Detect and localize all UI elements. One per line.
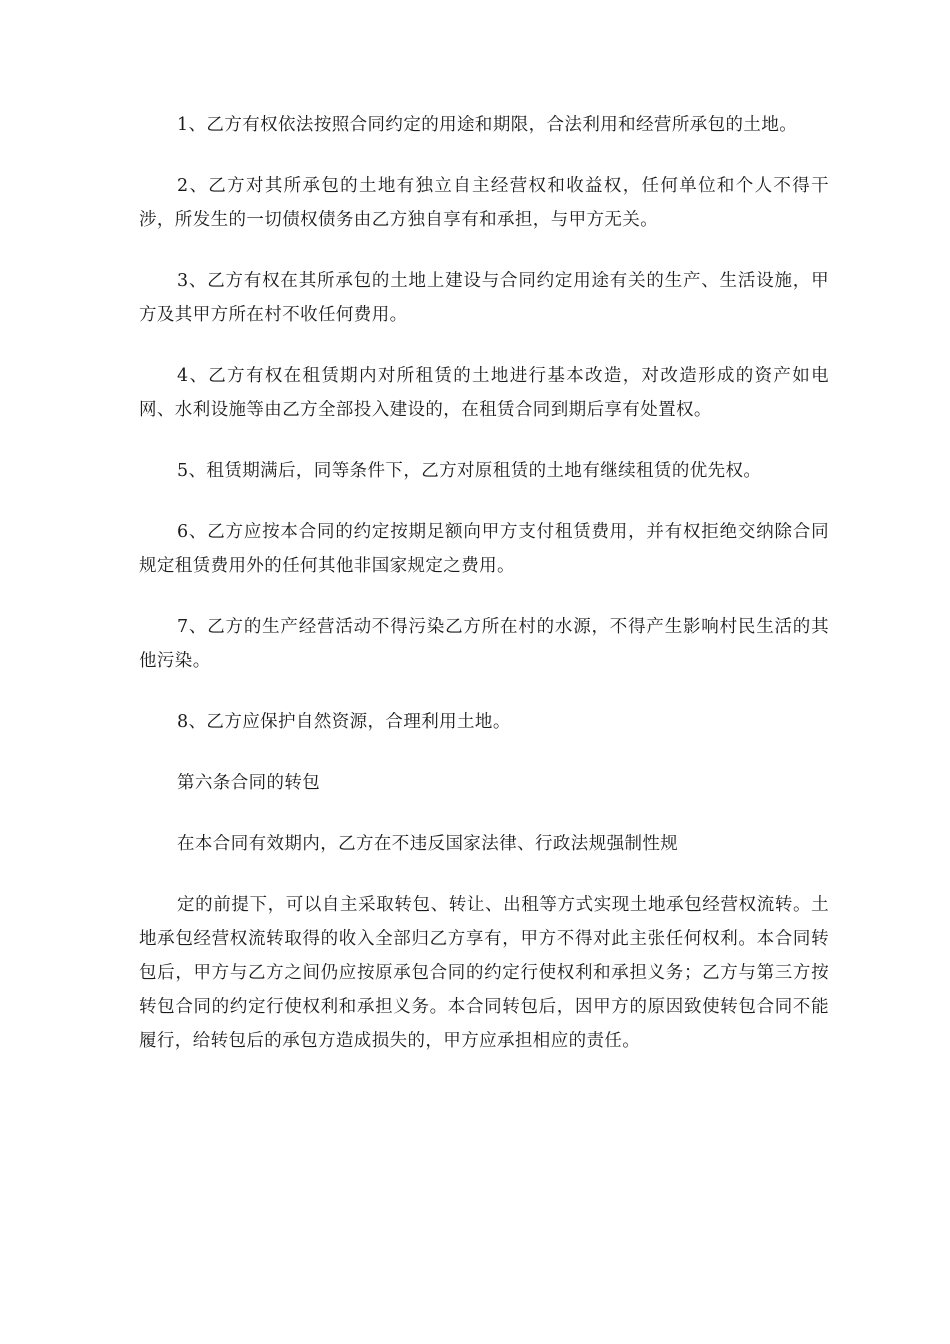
clause-4: 4、乙方有权在租赁期内对所租赁的土地进行基本改造，对改造形成的资产如电网、水利设施等由乙方全部投入建设的，在租赁合同到期后享有处置权。 <box>139 366 829 420</box>
clause-2: 2、乙方对其所承包的土地有独立自主经营权和收益权，任何单位和个人不得干涉，所发生的一切债权债务由乙方独自享有和承担，与甲方无关。 <box>139 176 829 230</box>
clause-5: 5、租赁期满后，同等条件下，乙方对原租赁的土地有继续租赁的优先权。 <box>177 461 762 481</box>
clause-6: 6、乙方应按本合同的约定按期足额向甲方支付租赁费用，并有权拒绝交纳除合同规定租赁费用外的任何其他非国家规定之费用。 <box>139 522 829 576</box>
document-body <box>139 108 829 1085</box>
clause-8: 8、乙方应保护自然资源，合理利用土地。 <box>177 712 511 732</box>
sublease-body: 定的前提下，可以自主采取转包、转让、出租等方式实现土地承包经营权流转。土地承包经营权流转取得的收入全部归乙方享有，甲方不得对此主张任何权利。本合同转包后，甲方与乙方之间仍应按原承包合同的约定行使权利和承担义务；乙方与第三方按转包合同的约定行使权利和承担义务。本合同转包后，因甲方的原因致使转包合同不能履行，给转包后的承包方造成损失的，甲方应承担相应的责任。 <box>139 895 829 1051</box>
sublease-intro: 在本合同有效期内，乙方在不违反国家法律、行政法规强制性规 <box>177 834 679 854</box>
clause-1: 1、乙方有权依法按照合同约定的用途和期限，合法利用和经营所承包的土地。 <box>177 115 798 135</box>
section-heading: 第六条合同的转包 <box>177 773 321 793</box>
clause-3: 3、乙方有权在其所承包的土地上建设与合同约定用途有关的生产、生活设施，甲方及其甲方所在村不收任何费用。 <box>139 271 829 325</box>
clause-7: 7、乙方的生产经营活动不得污染乙方所在村的水源，不得产生影响村民生活的其他污染。 <box>139 617 829 671</box>
